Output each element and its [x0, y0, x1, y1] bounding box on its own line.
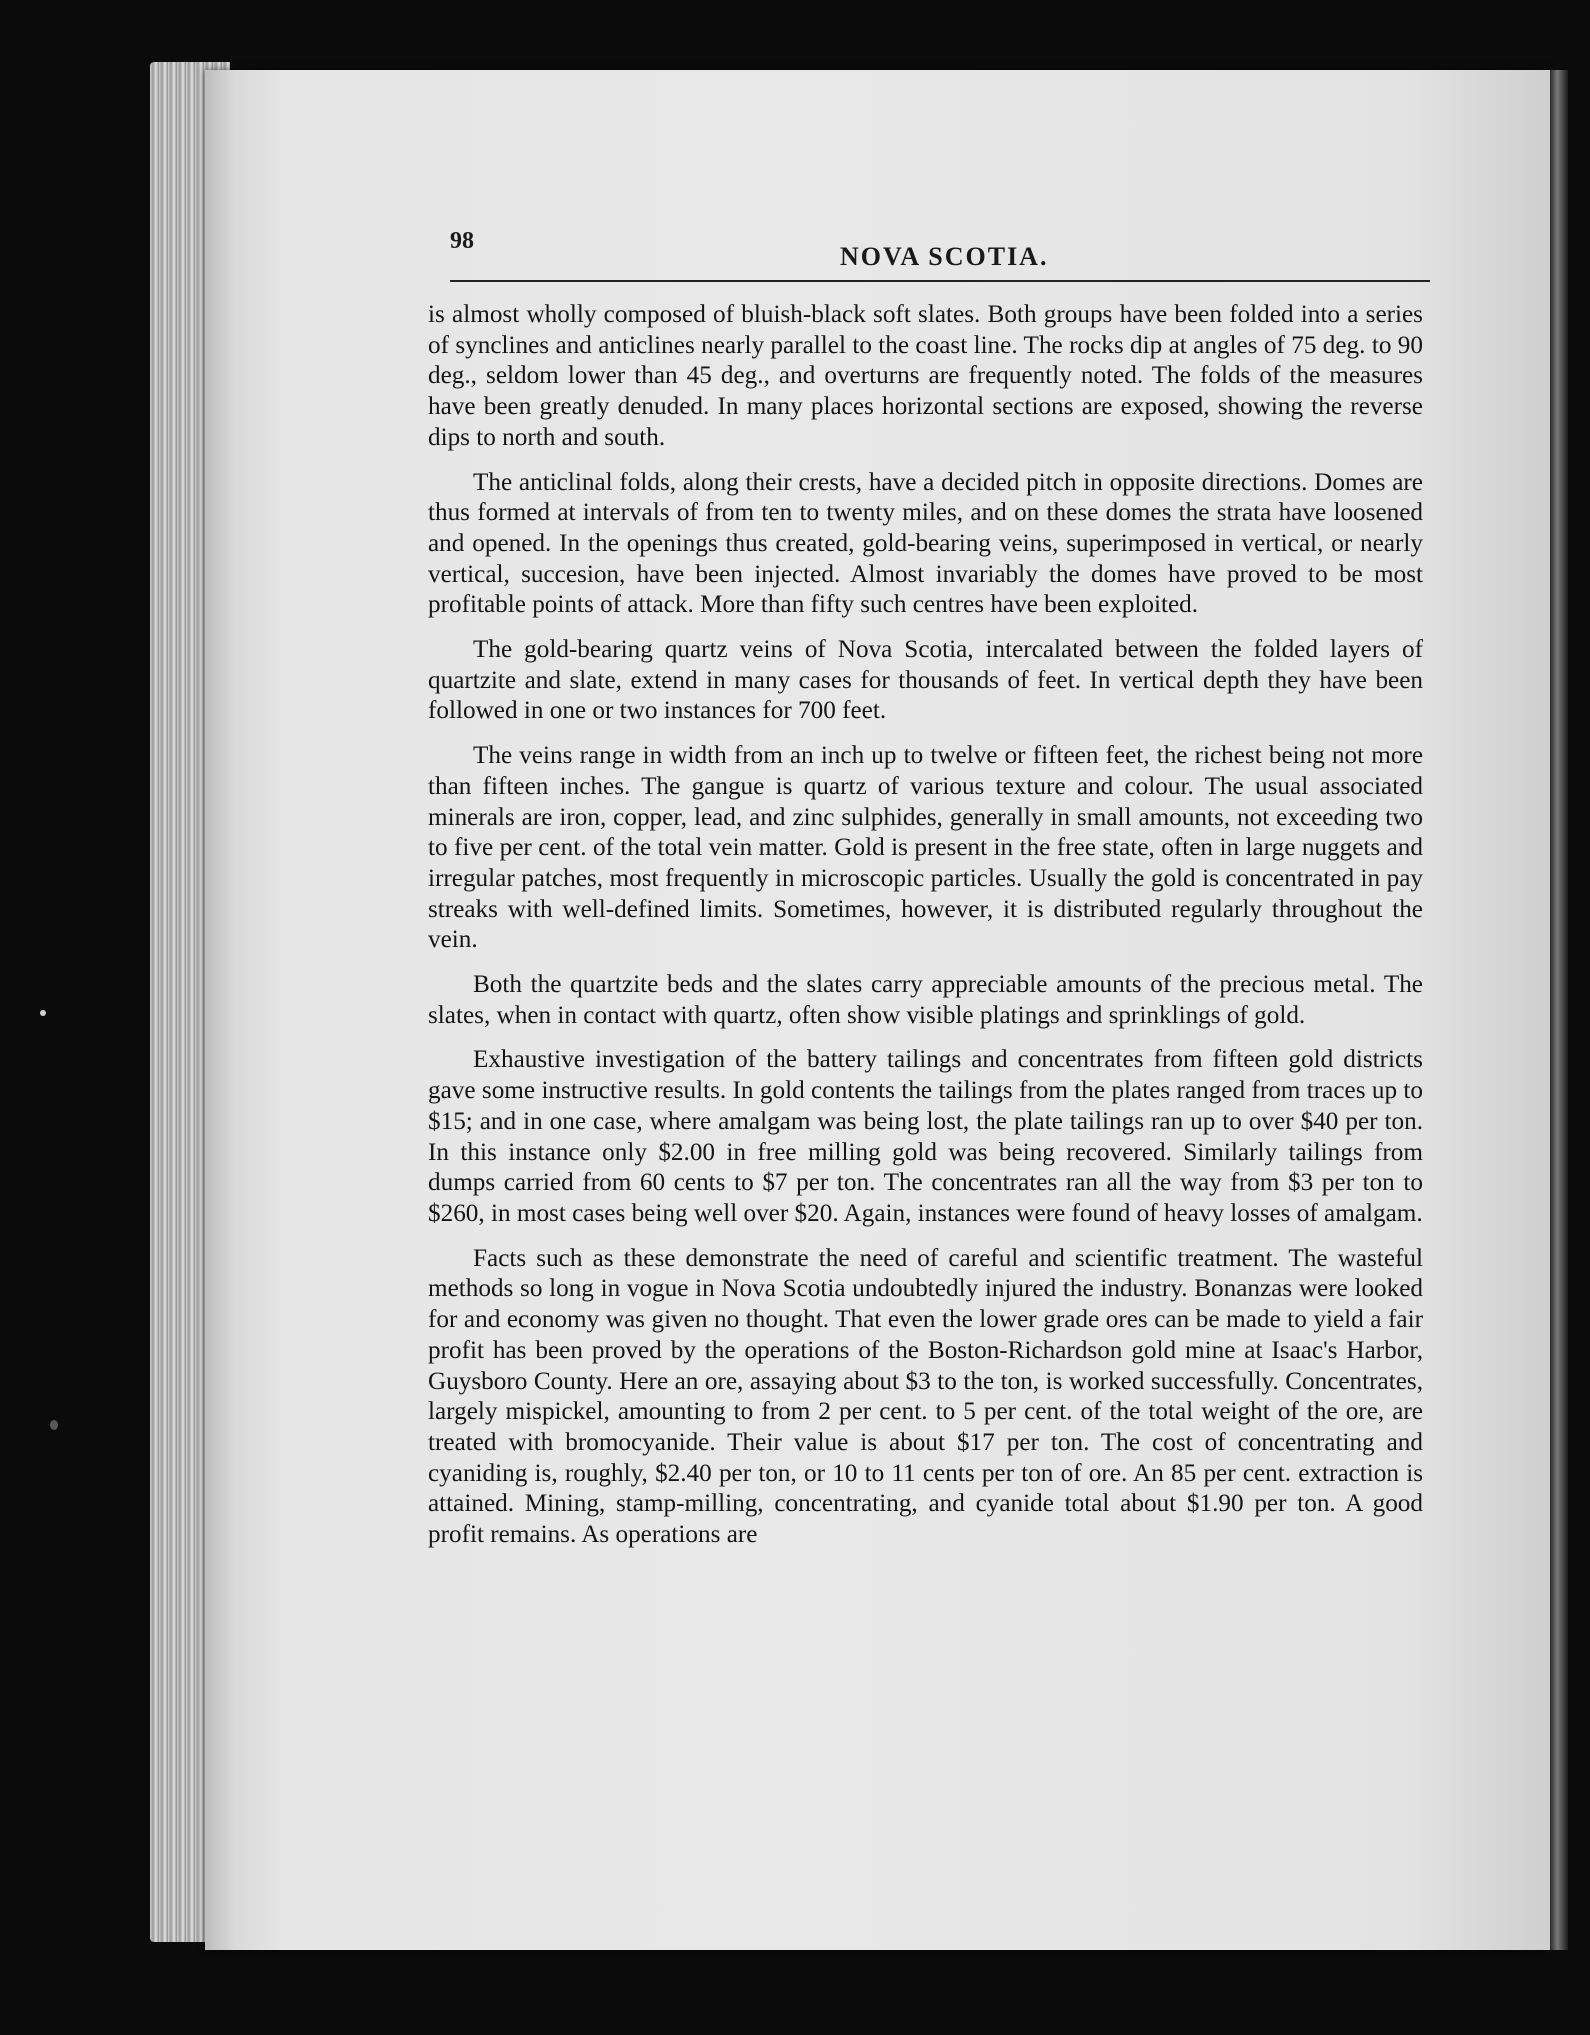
paragraph: Exhaustive investigation of the battery tailings and concentrates from fifteen gold districts gave some instructive results. In gold contents the tailings from the plates ranged from traces up to $15; and in one case, where amalgam was being lost, the plate tailings ran up to over $40 per ton. In this instance only $2.00 in free milling gold was being recovered. Similarly tailings from dumps carried from 60 cents to $7 per ton. The concentrates ran all the way from $3 per ton to $260, in most cases being well over $20. Again, instances were found of heavy losses of amalgam.	[428, 1046, 1423, 1227]
page-number: 98	[450, 228, 474, 254]
header-rule	[450, 280, 1430, 282]
paragraph: The anticlinal folds, along their crests, have a decided pitch in opposite directions. Domes are thus formed at intervals of from ten to twenty miles, and on these domes the strata have loosened and opened. In the openings thus created, gold-bearing veins, superimposed in vertical, or nearly vertical, succesion, have been injected. Almost invariably the domes have proved to be most profitable points of attack. More than fifty such centres have been exploited.	[428, 468, 1423, 619]
paragraph: is almost wholly composed of bluish-black soft slates. Both groups have been folded into a series of synclines and anticlines nearly parallel to the coast line. The rocks dip at angles of 75 deg. to 90 deg., seldom lower than 45 deg., and overturns are frequently noted. The folds of the measures have been greatly denuded. In many places horizontal sections are exposed, showing the reverse dips to north and south.	[428, 301, 1423, 451]
paragraph: Facts such as these demonstrate the need of careful and scientific treatment. The wasteful methods so long in vogue in Nova Scotia undoubtedly injured the industry. Bonanzas were looked for and economy was given no thought. That even the lower grade ores can be made to yield a fair profit has been proved by the operations of the Boston-Richardson gold mine at Isaac's Harbor, Guysboro County. Here an ore, assaying about $3 to the ton, is worked successfully. Concentrates, largely mispickel, amounting to from 2 per cent. to 5 per cent. of the total weight of the ore, are treated with bromocyanide. Their value is about $17 per ton. The cost of concentrating and cyaniding is, roughly, $2.40 per ton, or 10 to 11 cents per ton of ore. An 85 per cent. extraction is attained. Mining, stamp-milling, concentrating, and cyanide total about $1.90 per ton. A good profit remains. As operations are	[428, 1244, 1423, 1549]
body-text	[428, 300, 1423, 1551]
page-title: NOVA SCOTIA.	[840, 242, 1049, 271]
running-head	[450, 228, 1430, 288]
scan-speck	[50, 1420, 58, 1430]
scan-speck	[40, 1010, 46, 1016]
book-spine-shadow	[1550, 70, 1568, 1950]
paragraph: Both the quartzite beds and the slates carry appreciable amounts of the precious metal. The slates, when in contact with quartz, often show visible platings and sprinklings of gold.	[428, 971, 1423, 1029]
paragraph: The gold-bearing quartz veins of Nova Scotia, intercalated between the folded layers of quartzite and slate, extend in many cases for thousands of feet. In vertical depth they have been followed in one or two instances for 700 feet.	[428, 636, 1423, 725]
paragraph: The veins range in width from an inch up to twelve or fifteen feet, the richest being not more than fifteen inches. The gangue is quartz of various texture and colour. The usual associated minerals are iron, copper, lead, and zinc sulphides, generally in small amounts, not exceeding two to five per cent. of the total vein matter. Gold is present in the free state, often in large nuggets and irregular patches, most frequently in microscopic particles. Usually the gold is concentrated in pay streaks with well-defined limits. Sometimes, however, it is distributed regularly throughout the vein.	[428, 742, 1423, 954]
